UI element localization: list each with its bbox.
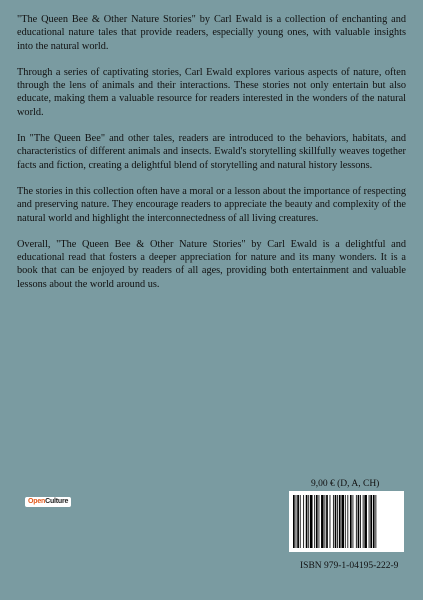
blurb-paragraph-2: Through a series of captivating stories, Carl Ewald explores various aspects of nature, often through the lens of animals and their interactions. These stories not only entertain but also educate, making them a valuable resource for readers interested in the wonders of the natural world. [17, 66, 406, 118]
barcode-bar [335, 495, 337, 548]
logo-open-text: Open [28, 498, 46, 505]
barcode-bar [370, 495, 372, 548]
logo-culture-text: Culture [45, 498, 69, 505]
barcode-bar [356, 495, 357, 548]
barcode-bar [353, 495, 354, 548]
barcode-bar [350, 495, 352, 548]
barcode-bar [347, 495, 348, 548]
barcode-bar [310, 495, 313, 548]
barcode-bar [339, 495, 341, 548]
barcode-bar [360, 495, 361, 548]
barcode-bar [306, 495, 308, 548]
blurb-paragraph-4: The stories in this collection often have a moral or a lesson about the importance of respecting and preserving nature. They encourage readers to appreciate the beauty and complexity of the natural world and highlight the interconnectedness of all living creatures. [17, 185, 406, 224]
barcode-bar [337, 495, 338, 548]
barcode-bar [345, 495, 346, 548]
blurb-text [17, 13, 406, 304]
barcode-bar [316, 495, 318, 548]
barcode-bar [324, 495, 325, 548]
price-label: 9,00 € (D, A, CH) [311, 479, 380, 489]
barcode-bar [314, 495, 315, 548]
barcode-bar [321, 495, 324, 548]
barcode-bar [297, 495, 299, 548]
barcode-bar [326, 495, 328, 548]
blurb-paragraph-3: In "The Queen Bee" and other tales, readers are introduced to the behaviors, habitats, and characteristics of different animals and insects. Ewald's storytelling skillfully weaves together facts and fiction, creating a delightful blend of storytelling and natural history lessons. [17, 133, 406, 171]
barcode-bar [373, 495, 375, 548]
barcode-bar [300, 495, 301, 548]
barcode-bar [358, 495, 360, 548]
blurb-paragraph-5: Overall, "The Queen Bee & Other Nature Stories" by Carl Ewald is a delightful and educational read that fosters a deeper appreciation for nature and its many wonders. It is a book that can be enjoyed by readers of all ages, providing both entertainment and valuable lessons about the world around us. [17, 238, 406, 290]
blurb-paragraph-1: "The Queen Bee & Other Nature Stories" by Carl Ewald is a collection of enchanting and educational nature tales that provide readers, especially young ones, with valuable insights into the natural world. [17, 14, 406, 52]
barcode-bar [296, 495, 297, 548]
barcode-bar [363, 495, 364, 548]
barcode-bar [303, 495, 304, 548]
barcode-bar [375, 495, 376, 548]
barcode-bar [330, 495, 331, 548]
barcode-bar [333, 495, 334, 548]
publisher-logo [25, 497, 71, 507]
isbn-label: ISBN 979-1-04195-222-9 [300, 561, 399, 571]
barcode-bar [341, 495, 344, 548]
barcode-bar [319, 495, 320, 548]
barcode-bar [369, 495, 370, 548]
barcode [289, 491, 404, 552]
barcode-bar [364, 495, 367, 548]
barcode-bar [293, 495, 295, 548]
barcode-bar [308, 495, 309, 548]
barcode-image [293, 495, 400, 548]
